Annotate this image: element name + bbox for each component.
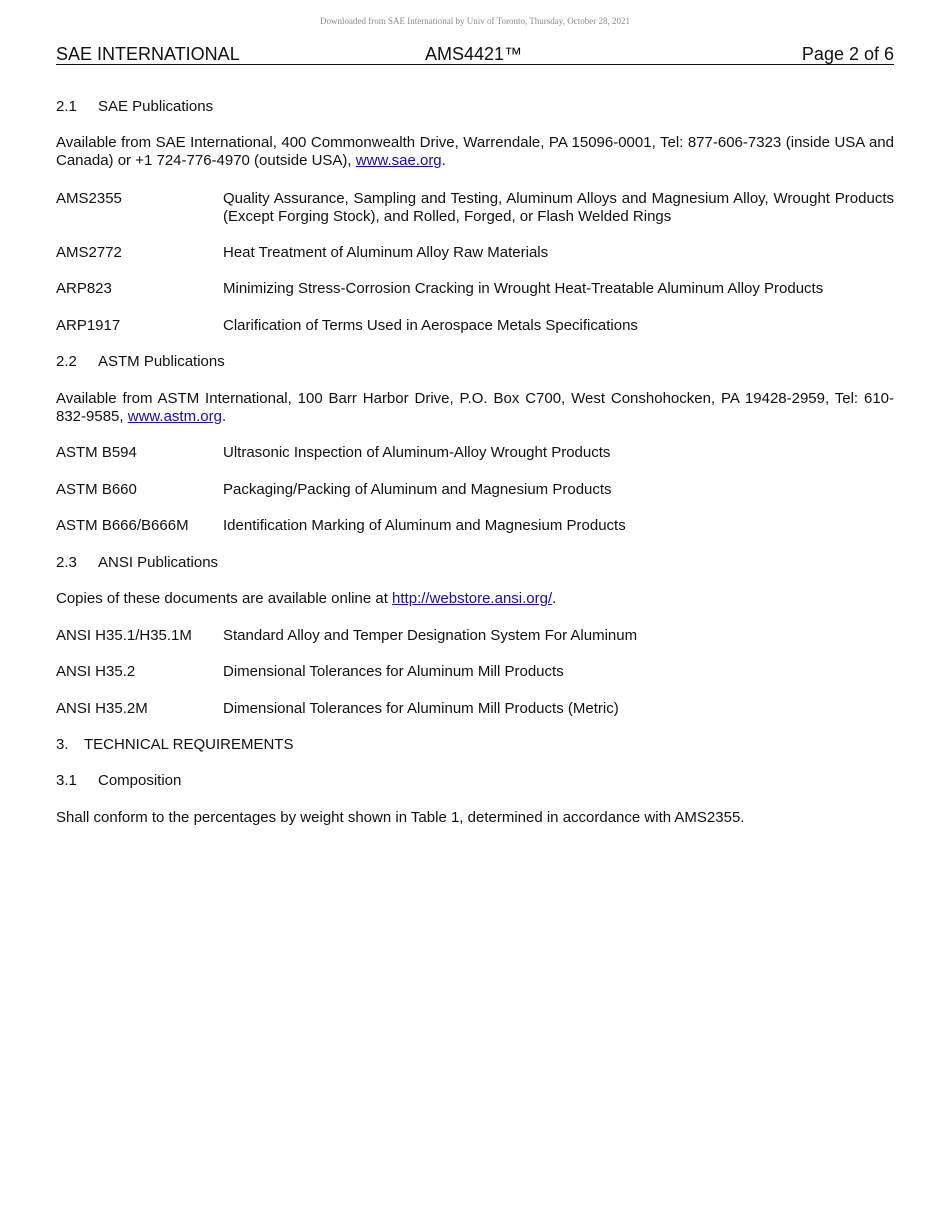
ref-title: Dimensional Tolerances for Aluminum Mill Products (Metric) bbox=[223, 700, 619, 717]
section-number: 3.1 bbox=[56, 772, 77, 789]
section-number: 3. bbox=[56, 736, 69, 753]
section-2-3-heading bbox=[56, 554, 894, 572]
ref-title: Identification Marking of Aluminum and Magnesium Products bbox=[223, 517, 626, 534]
page-header bbox=[56, 44, 894, 65]
download-watermark: Downloaded from SAE International by Univ of Toronto, Thursday, October 28, 2021 bbox=[320, 16, 630, 26]
section-title: ASTM Publications bbox=[98, 353, 225, 370]
ref-title: Heat Treatment of Aluminum Alloy Raw Materials bbox=[223, 244, 549, 261]
ref-code: ANSI H35.1/H35.1M bbox=[56, 627, 192, 644]
ref-title: Dimensional Tolerances for Aluminum Mill Products bbox=[223, 663, 564, 680]
header-org: SAE INTERNATIONAL bbox=[56, 44, 240, 64]
header-page-number: Page 2 of 6 bbox=[801, 44, 894, 64]
section-title: ANSI Publications bbox=[98, 554, 219, 571]
ansi-link[interactable]: http://webstore.ansi.org/ bbox=[392, 590, 553, 607]
ref-code: ARP823 bbox=[56, 280, 112, 297]
section-3-1-text: Shall conform to the percentages by weight shown in Table 1, determined in accordance with AMS2355. bbox=[56, 809, 745, 826]
astm-link[interactable]: www.astm.org bbox=[127, 408, 222, 425]
ref-code: ASTM B660 bbox=[56, 481, 137, 498]
ref-code: AMS2355 bbox=[56, 190, 122, 207]
ref-title: Quality Assurance, Sampling and Testing, Aluminum Alloys and Magnesium Alloy, Wrought Products (Except Forging Stock), and Rolled, Forged, or Flash Welded Rings bbox=[223, 190, 894, 225]
ref-code: AMS2772 bbox=[56, 244, 122, 261]
section-number: 2.3 bbox=[56, 554, 77, 571]
ref-title: Packaging/Packing of Aluminum and Magnesium Products bbox=[223, 481, 612, 498]
section-number: 2.2 bbox=[56, 353, 77, 370]
section-2-3-availability: Copies of these documents are available online at http://webstore.ansi.org/. bbox=[56, 590, 557, 607]
ref-title: Ultrasonic Inspection of Aluminum-Alloy Wrought Products bbox=[223, 444, 611, 461]
section-title: TECHNICAL REQUIREMENTS bbox=[84, 736, 294, 753]
sae-link[interactable]: www.sae.org bbox=[355, 152, 442, 169]
section-title: Composition bbox=[98, 772, 182, 789]
header-doc-number: AMS4421™ bbox=[425, 44, 523, 64]
ref-code: ARP1917 bbox=[56, 317, 121, 334]
ref-title: Standard Alloy and Temper Designation System For Aluminum bbox=[223, 627, 638, 644]
ref-title: Clarification of Terms Used in Aerospace Metals Specifications bbox=[223, 317, 638, 334]
ref-title: Minimizing Stress-Corrosion Cracking in Wrought Heat-Treatable Aluminum Alloy Products bbox=[223, 280, 824, 297]
ref-row bbox=[56, 190, 894, 226]
section-2-2-availability: Available from ASTM International, 100 Barr Harbor Drive, P.O. Box C700, West Conshohocken, PA 19428-2959, Tel: 610-832-9585, www.astm.org. bbox=[56, 390, 894, 425]
section-2-1-availability: Available from SAE International, 400 Commonwealth Drive, Warrendale, PA 15096-0001, Tel: 877-606-7323 (inside USA and Canada) or +1 724-776-4970 (outside USA), www.sae.org. bbox=[56, 134, 894, 169]
section-title: SAE Publications bbox=[98, 98, 214, 115]
section-2-2-heading bbox=[56, 353, 894, 371]
ref-code: ANSI H35.2 bbox=[56, 663, 136, 680]
ref-code: ASTM B594 bbox=[56, 444, 137, 461]
section-3-1-heading bbox=[56, 772, 894, 790]
section-2-1-heading bbox=[56, 98, 894, 116]
section-3-heading bbox=[56, 736, 894, 754]
section-number: 2.1 bbox=[56, 98, 77, 115]
ref-code: ANSI H35.2M bbox=[56, 700, 148, 717]
ref-code: ASTM B666/B666M bbox=[56, 517, 189, 534]
